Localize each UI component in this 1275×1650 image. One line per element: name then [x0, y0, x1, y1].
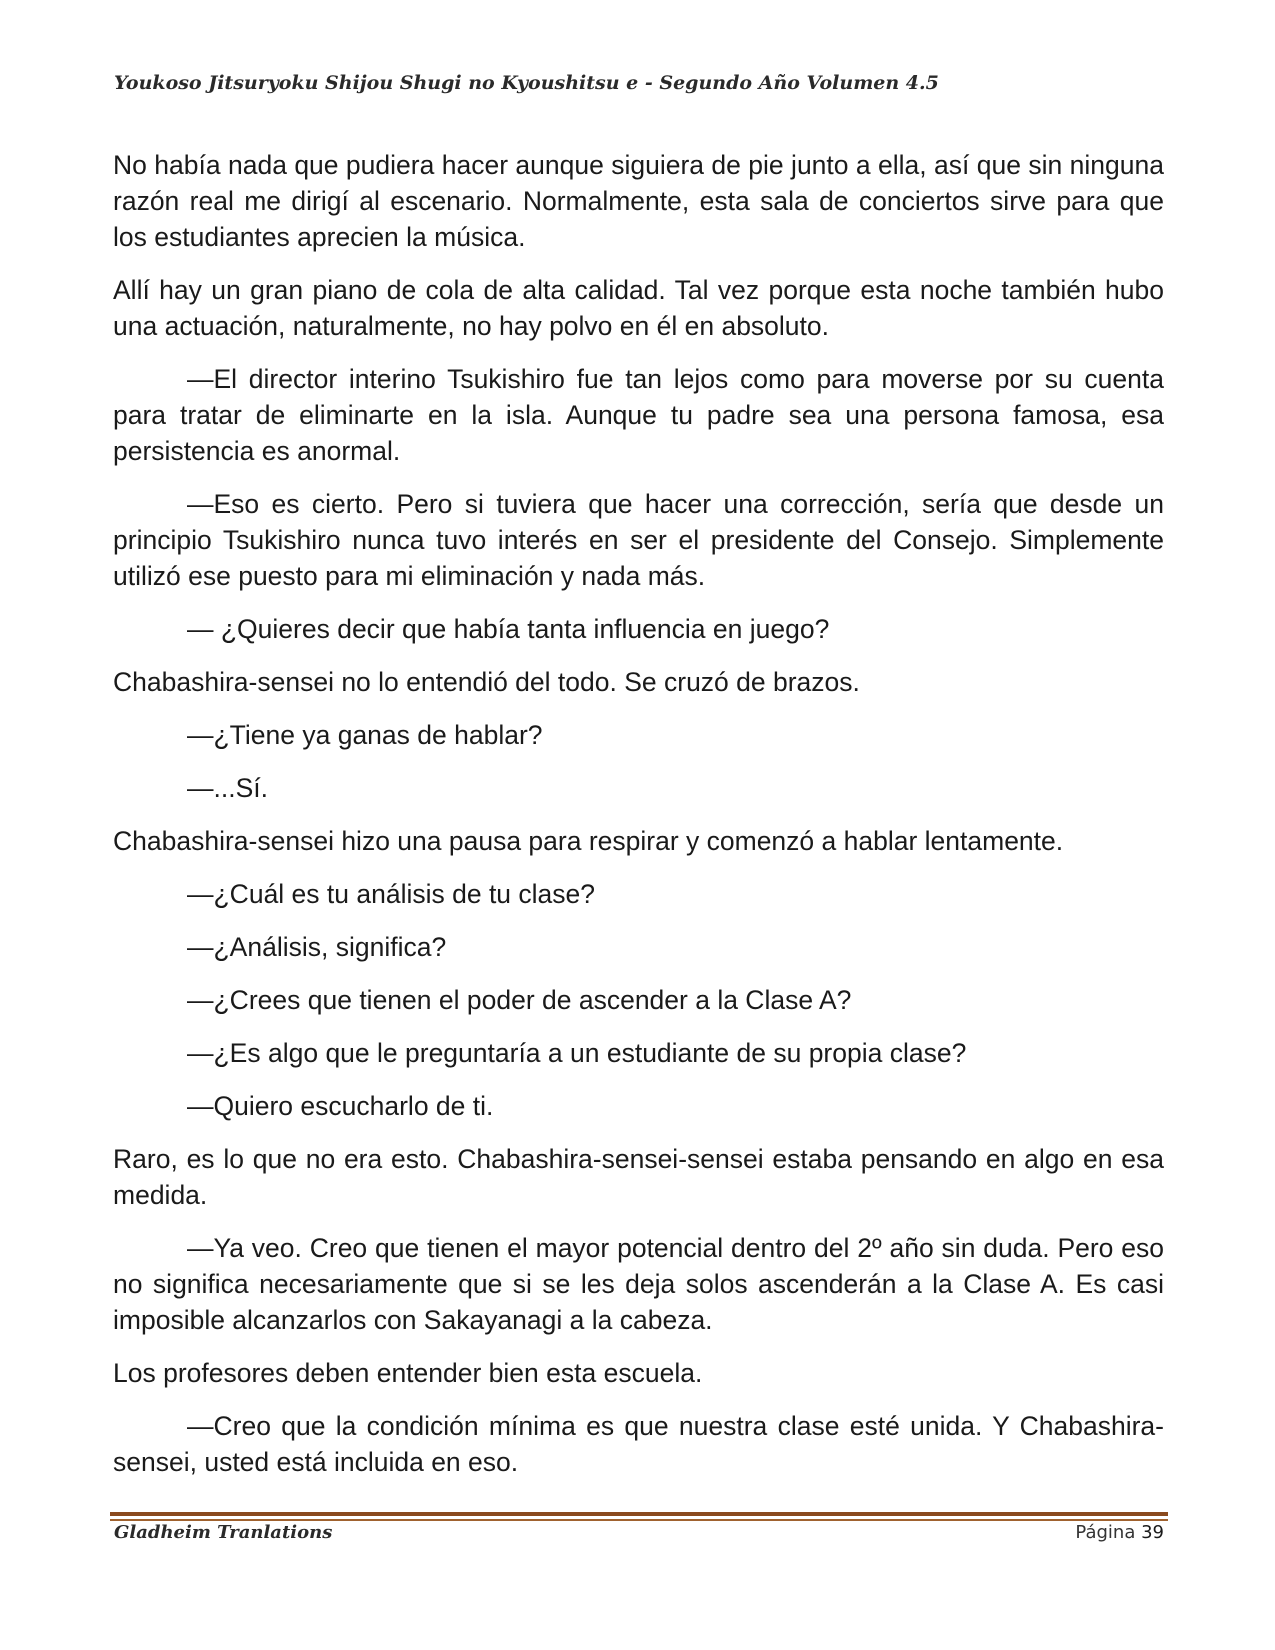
footer-credit: Gladheim Tranlations	[114, 1522, 333, 1543]
paragraph: —Creo que la condición mínima es que nuestra clase esté unida. Y Chabashira-sensei, usted está incluida en eso.	[113, 1411, 1164, 1477]
paragraph: Allí hay un gran piano de cola de alta calidad. Tal vez porque esta noche también hubo una actuación, naturalmente, no hay polvo en él en absoluto.	[113, 275, 1164, 341]
paragraph: —Eso es cierto. Pero si tuviera que hacer una corrección, sería que desde un principio Tsukishiro nunca tuvo interés en ser el presidente del Consejo. Simplemente utilizó ese puesto para mi eliminación y nada más.	[113, 489, 1164, 591]
page-number-block	[1075, 1522, 1164, 1543]
page-label: Página	[1075, 1522, 1136, 1543]
paragraph: Raro, es lo que no era esto. Chabashira-sensei-sensei estaba pensando en algo en esa medida.	[113, 1144, 1164, 1210]
paragraph: —Ya veo. Creo que tienen el mayor potencial dentro del 2º año sin duda. Pero eso no significa necesariamente que si se les deja solos ascenderán a la Clase A. Es casi imposible alcanzarlos con Sakayanagi a la cabeza.	[113, 1233, 1164, 1335]
paragraph: No había nada que pudiera hacer aunque siguiera de pie junto a ella, así que sin ninguna razón real me dirigí al escenario. Normalmente, esta sala de conciertos sirve para que los estudiantes aprecien la música.	[113, 150, 1164, 252]
paragraph: —El director interino Tsukishiro fue tan lejos como para moverse por su cuenta para tratar de eliminarte en la isla. Aunque tu padre sea una persona famosa, esa persistencia es anormal.	[113, 364, 1164, 466]
paragraph: —¿Tiene ya ganas de hablar?	[187, 720, 543, 750]
paragraph: Chabashira-sensei no lo entendió del todo. Se cruzó de brazos.	[113, 667, 860, 697]
paragraph: Los profesores deben entender bien esta escuela.	[113, 1358, 703, 1388]
paragraph: —¿Análisis, significa?	[187, 932, 447, 962]
paragraph: —...Sí.	[187, 773, 268, 803]
footer-divider	[110, 1512, 1168, 1516]
footer-divider-thin	[110, 1519, 1168, 1521]
paragraph: —Quiero escucharlo de ti.	[187, 1091, 494, 1121]
paragraph: —¿Es algo que le preguntaría a un estudiante de su propia clase?	[187, 1038, 967, 1068]
running-header: Youkoso Jitsuryoku Shijou Shugi no Kyoushitsu e - Segundo Año Volumen 4.5	[114, 72, 939, 94]
paragraph: —¿Crees que tienen el poder de ascender a la Clase A?	[187, 985, 852, 1015]
paragraph: Chabashira-sensei hizo una pausa para respirar y comenzó a hablar lentamente.	[113, 826, 1064, 856]
paragraph: — ¿Quieres decir que había tanta influencia en juego?	[187, 614, 830, 644]
paragraph: —¿Cuál es tu análisis de tu clase?	[187, 879, 596, 909]
page-number: 39	[1141, 1522, 1164, 1543]
body-text	[113, 147, 1164, 1497]
